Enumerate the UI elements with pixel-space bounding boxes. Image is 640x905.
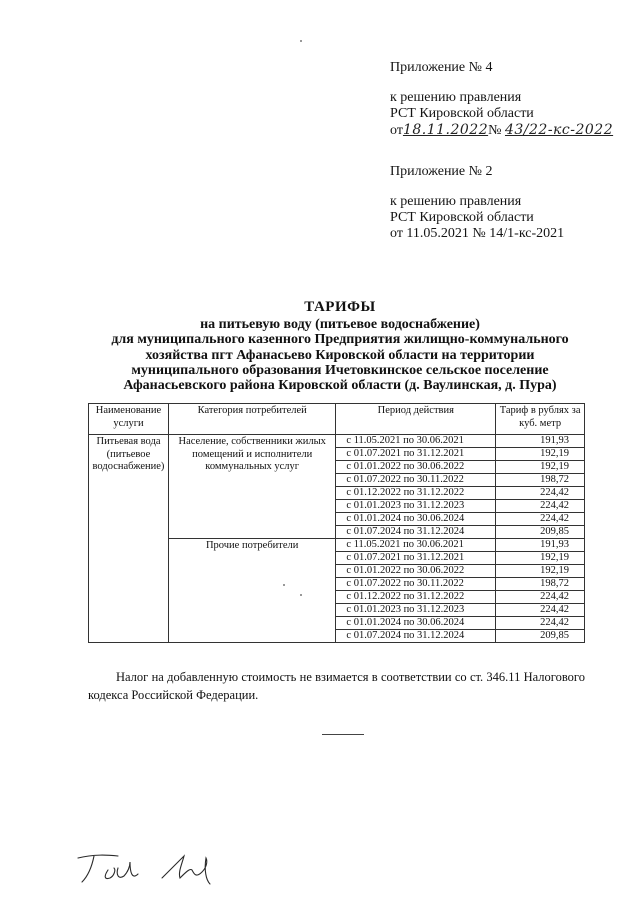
cell-tariff: 192,19 [496,461,585,474]
cell-tariff: 224,42 [496,487,585,500]
cell-period: с 01.01.2023 по 31.12.2023 [336,500,496,513]
cell-period: с 01.12.2022 по 31.12.2022 [336,591,496,604]
appendix-4-handwritten-date: 18.11.2022 [402,122,489,138]
appendix-4-from-prefix: от [390,123,403,138]
cell-period: с 01.12.2022 по 31.12.2022 [336,487,496,500]
signature-initials-stroke [78,855,138,882]
cell-tariff: 224,42 [496,604,585,617]
cell-period: с 01.07.2022 по 30.11.2022 [336,578,496,591]
table-row [89,435,585,448]
heading-line-4: муниципального образования Ичетовкинское сельское поселение [131,362,549,378]
appendix-2-date-line: от 11.05.2021 № 14/1-кс-2021 [390,226,565,241]
cell-tariff: 198,72 [496,578,585,591]
cell-service: Питьевая вода (питьевое водоснабжение) [89,435,169,643]
cell-tariff: 224,42 [496,500,585,513]
cell-tariff: 192,19 [496,448,585,461]
table-body [89,435,585,643]
heading-line-1: на питьевую воду (питьевое водоснабжение) [200,317,480,333]
table-header-row [89,404,585,435]
appendix-4-date-line [390,122,613,139]
cell-period: с 01.07.2022 по 30.11.2022 [336,474,496,487]
cell-period: с 01.01.2023 по 31.12.2023 [336,604,496,617]
appendix-2-authority-line: РСТ Кировской области [390,210,534,225]
cell-tariff: 192,19 [496,552,585,565]
cell-period: с 01.07.2024 по 31.12.2024 [336,526,496,539]
cell-tariff: 192,19 [496,565,585,578]
cell-tariff: 209,85 [496,630,585,643]
cell-category: Население, собственники жилых помещений и исполнители коммунальных услуг [168,435,335,539]
cell-tariff: 209,85 [496,526,585,539]
cell-tariff: 224,42 [496,513,585,526]
cell-period: с 01.01.2022 по 30.06.2022 [336,565,496,578]
tax-note [88,668,585,704]
scan-speck [300,40,302,42]
cell-period: с 11.05.2021 по 30.06.2021 [336,435,496,448]
cell-tariff: 191,93 [496,435,585,448]
tariffs-heading [60,300,620,393]
cell-category: Прочие потребители [168,539,335,643]
cell-period: с 11.05.2021 по 30.06.2021 [336,539,496,552]
tariffs-table [88,403,585,643]
cell-period: с 01.07.2021 по 31.12.2021 [336,552,496,565]
header-tariff: Тариф в рублях за куб. метр [496,404,585,435]
appendix-4-title: Приложение № 4 [390,60,493,75]
heading-line-2: для муниципального казенного Предприятия жилищно-коммунального [111,332,569,348]
heading-line-3: хозяйства пгт Афанасьево Кировской области на территории [145,347,535,363]
appendix-4-block [390,60,613,139]
header-service: Наименование услуги [89,404,169,435]
header-period: Период действия [336,404,496,435]
cell-period: с 01.07.2024 по 31.12.2024 [336,630,496,643]
handwritten-signature [74,850,234,890]
cell-tariff: 191,93 [496,539,585,552]
appendix-4-authority-line: РСТ Кировской области [390,106,534,121]
cell-period: с 01.01.2024 по 30.06.2024 [336,513,496,526]
cell-tariff: 198,72 [496,474,585,487]
tax-note-text: Налог на добавленную стоимость не взимается в соответствии со ст. 346.11 Налогового кодекса Российской Федерации. [88,670,585,702]
appendix-2-title: Приложение № 2 [390,164,493,179]
cell-tariff: 224,42 [496,617,585,630]
heading-line-5: Афанасьевского района Кировской области (д. Ваулинская, д. Пура) [123,378,557,394]
appendix-2-block [390,164,564,242]
separator-line [322,734,364,735]
heading-title: ТАРИФЫ [304,299,376,315]
header-category: Категория потребителей [168,404,335,435]
appendix-4-decision-line: к решению правления [390,90,522,105]
appendix-4-handwritten-number: 43/22-кс-2022 [504,122,614,138]
appendix-2-decision-line: к решению правления [390,194,522,209]
cell-period: с 01.07.2021 по 31.12.2021 [336,448,496,461]
signature-mark-stroke [162,856,210,884]
appendix-4-number-sign: № [488,123,502,138]
cell-period: с 01.01.2024 по 30.06.2024 [336,617,496,630]
cell-tariff: 224,42 [496,591,585,604]
cell-period: с 01.01.2022 по 30.06.2022 [336,461,496,474]
